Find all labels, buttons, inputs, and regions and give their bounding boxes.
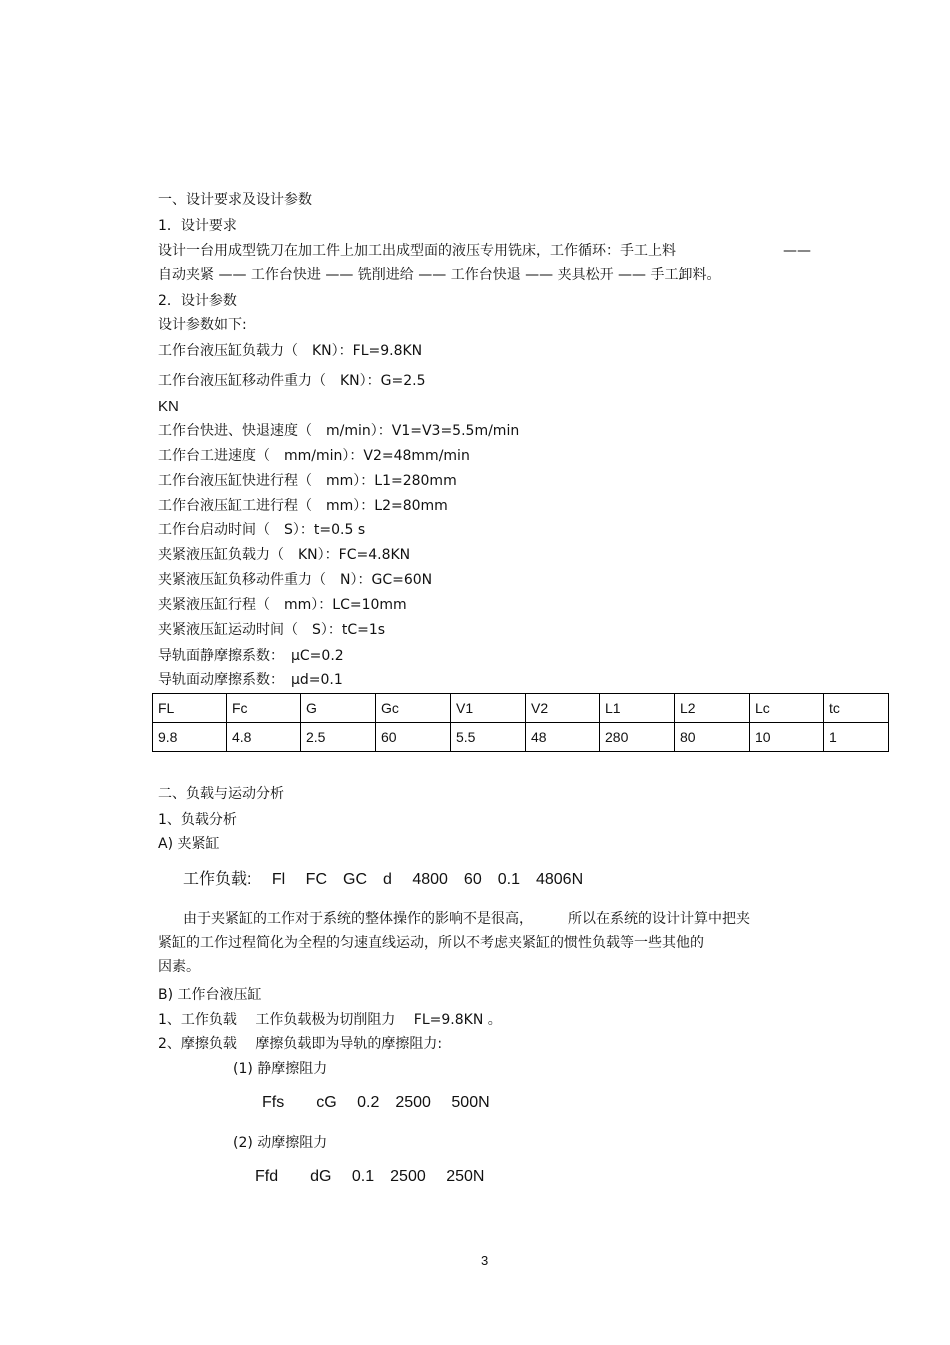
static-friction-heading: (1) 静摩擦阻力 [233,1061,328,1077]
table-header-cell: G [301,694,376,723]
section-2-title: 二、负载与运动分析 [158,786,284,802]
table-header-cell: tc [824,694,889,723]
table-header-cell: Fc [227,694,301,723]
table-cell: 4.8 [227,723,301,752]
table-header-cell: L2 [675,694,750,723]
param-dynamic-friction: 导轨面动摩擦系数： μd=0.1 [158,672,343,688]
param-clamp-stroke: 夹紧液压缸行程（ mm）：LC=10mm [158,597,407,613]
clamp-work-load-equation: 工作负载: Fl FC GC d 4800 60 0.1 4806N [183,871,584,888]
table-cell: 80 [675,723,750,752]
table-cell: 48 [526,723,600,752]
param-fast-speed: 工作台快进、快退速度（ m/min）：V1=V3=5.5m/min [158,423,520,439]
table-cell: 1 [824,723,889,752]
table-header-cell: FL [153,694,227,723]
table-cell: 5.5 [451,723,526,752]
table-header-cell: L1 [600,694,675,723]
worktable-work-load: 1、工作负载 工作负载极为切削阻力 FL=9.8KN 。 [158,1012,502,1028]
dynamic-friction-equation: Ffd dG 0.1 2500 250N [255,1168,485,1185]
param-feed-speed: 工作台工进速度（ mm/min）：V2=48mm/min [158,448,470,464]
param-worktable-weight-unit: KN [158,398,179,415]
param-static-friction: 导轨面静摩擦系数： μC=0.2 [158,648,344,664]
worktable-friction-load: 2、摩擦负载 摩擦负载即为导轨的摩擦阻力: [158,1036,443,1052]
static-friction-equation: Ffs cG 0.2 2500 500N [262,1094,490,1111]
worktable-cylinder-heading: B) 工作台液压缸 [158,987,262,1003]
table-cell: 280 [600,723,675,752]
param-fast-stroke: 工作台液压缸快进行程（ mm）：L1=280mm [158,473,457,489]
requirements-line-1: 设计一台用成型铣刀在加工件上加工出成型面的液压专用铣床，工作循环：手工上料 [158,243,676,259]
table-cell: 10 [750,723,824,752]
table-header-row [153,694,889,723]
requirements-heading: 1．设计要求 [158,218,237,234]
table-header-cell: V2 [526,694,600,723]
clamp-cylinder-heading: A) 夹紧缸 [158,836,220,852]
param-start-time: 工作台启动时间（ S）：t=0.5 s [158,522,366,538]
section-1-title: 一、设计要求及设计参数 [158,192,312,208]
paragraph-line-3: 因素。 [158,959,200,975]
table-cell: 2.5 [301,723,376,752]
requirements-dash: —— [783,243,811,259]
load-analysis-heading: 1、负载分析 [158,812,237,828]
param-clamp-time: 夹紧液压缸运动时间（ S）：tC=1s [158,622,386,638]
table-cell: 60 [376,723,451,752]
parameters-heading: 2．设计参数 [158,293,237,309]
page-number: 3 [481,1253,489,1268]
param-clamp-weight: 夹紧液压缸负移动件重力（ N）：GC=60N [158,572,433,588]
table-header-cell: Gc [376,694,451,723]
paragraph-line-1: 由于夹紧缸的工作对于系统的整体操作的影响不是很高， 所以在系统的设计计算中把夹 [183,911,750,927]
table-row [153,723,889,752]
table-cell: 9.8 [153,723,227,752]
table-header-cell: V1 [451,694,526,723]
parameter-table [152,693,889,752]
param-worktable-weight: 工作台液压缸移动件重力（ KN）：G=2.5 [158,373,426,389]
param-worktable-load: 工作台液压缸负载力（ KN）：FL=9.8KN [158,343,423,359]
param-clamp-load: 夹紧液压缸负载力（ KN）：FC=4.8KN [158,547,411,563]
paragraph-line-2: 紧缸的工作过程简化为全程的匀速直线运动，所以不考虑夹紧缸的惯性负载等一些其他的 [158,935,704,951]
table-header-cell: Lc [750,694,824,723]
requirements-line-2: 自动夹紧 —— 工作台快进 —— 铣削进给 —— 工作台快退 —— 夹具松开 —— 手工卸料。 [158,267,721,283]
dynamic-friction-heading: (2) 动摩擦阻力 [233,1135,328,1151]
parameters-intro: 设计参数如下: [158,317,247,333]
param-feed-stroke: 工作台液压缸工进行程（ mm）：L2=80mm [158,498,448,514]
